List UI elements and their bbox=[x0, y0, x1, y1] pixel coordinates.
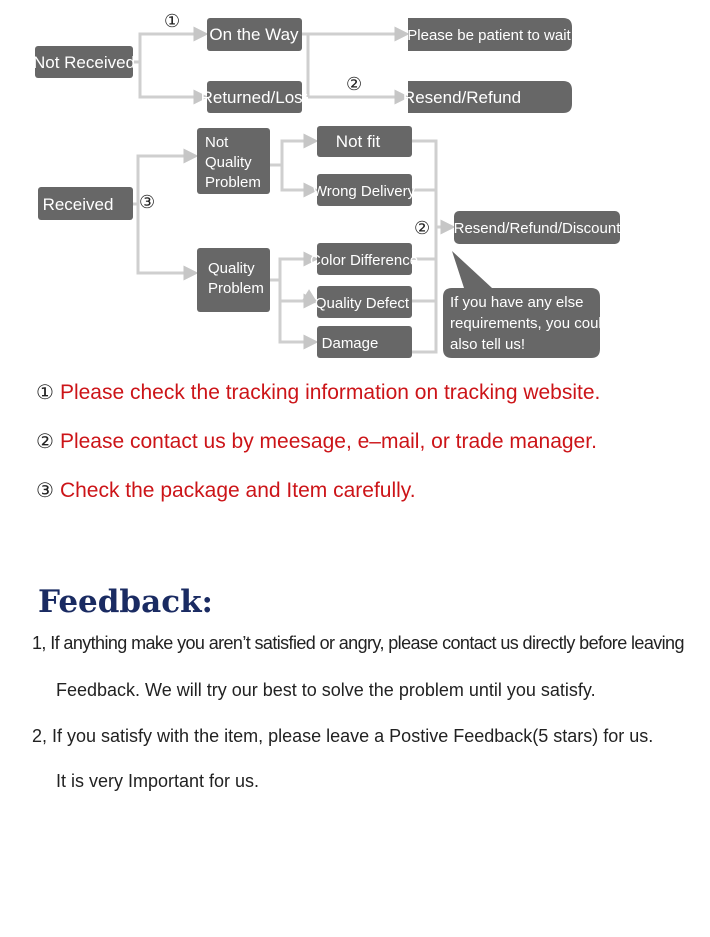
callout-line-1: If you have any else bbox=[450, 294, 584, 311]
node-not-quality-line-2: Quality bbox=[205, 154, 252, 171]
node-returned-lost-label: Returned/Lost bbox=[200, 88, 308, 107]
note-2-text: Please contact us by meesage, e–mail, or trade manager. bbox=[59, 430, 597, 453]
node-on-the-way bbox=[207, 18, 302, 51]
node-not-fit bbox=[317, 126, 412, 157]
callout-line-2: requirements, you could bbox=[450, 315, 611, 332]
feedback-line-4: It is very Important for us. bbox=[56, 771, 260, 791]
note-3 bbox=[36, 478, 416, 503]
node-not-received-label: Not Received bbox=[32, 53, 136, 72]
node-resend-refund bbox=[403, 81, 572, 113]
node-resend-refund-discount-label: Resend/Refund/Discount bbox=[453, 220, 621, 237]
node-color-difference-label: Color Difference bbox=[309, 252, 419, 269]
node-damage-label: Damage bbox=[321, 335, 379, 352]
marker-2-top: ② bbox=[346, 74, 363, 95]
marker-1-top: ① bbox=[164, 11, 181, 32]
node-damage bbox=[317, 326, 412, 358]
node-quality-problem-line-1: Quality bbox=[208, 260, 255, 277]
node-not-quality-line-1: Not bbox=[205, 134, 229, 151]
node-received bbox=[38, 187, 133, 220]
node-returned-lost bbox=[201, 81, 308, 113]
node-quality-defect-label: Quality Defect bbox=[314, 295, 410, 312]
node-resend-refund-label: Resend/Refund bbox=[402, 88, 522, 107]
node-quality-problem-line-2: Problem bbox=[208, 280, 264, 297]
node-wrong-delivery-label: Wrong Delivery bbox=[312, 183, 416, 200]
note-2-number: ② bbox=[36, 429, 54, 453]
node-not-quality-problem bbox=[197, 128, 270, 194]
callout-bubble bbox=[443, 251, 610, 358]
node-not-received bbox=[33, 46, 135, 78]
note-3-number: ③ bbox=[36, 478, 54, 502]
note-1-text: Please check the tracking information on tracking website. bbox=[59, 381, 601, 404]
node-color-difference bbox=[310, 243, 418, 275]
marker-2-bottom: ② bbox=[414, 218, 431, 239]
node-quality-problem bbox=[197, 248, 270, 312]
node-please-wait-label: Please be patient to wait bbox=[407, 27, 571, 44]
feedback-line-3: 2, If you satisfy with the item, please leave a Postive Feedback(5 stars) for us. bbox=[32, 726, 654, 746]
node-wrong-delivery bbox=[313, 174, 416, 206]
note-1 bbox=[36, 380, 600, 405]
node-quality-defect bbox=[315, 286, 412, 318]
feedback-line-1: 1, If anything make you aren’t satisfied or angry, please contact us directly before leaving bbox=[32, 633, 684, 653]
feedback-line-2: Feedback. We will try our best to solve the problem until you satisfy. bbox=[56, 680, 596, 700]
note-1-number: ① bbox=[36, 380, 54, 404]
node-not-fit-label: Not fit bbox=[335, 132, 381, 151]
callout-line-3: also tell us! bbox=[450, 336, 526, 353]
feedback-title: Feedback: bbox=[38, 584, 213, 620]
node-received-label: Received bbox=[42, 195, 114, 214]
marker-3: ③ bbox=[139, 192, 156, 213]
note-2 bbox=[36, 429, 597, 454]
node-on-the-way-label: On the Way bbox=[209, 25, 299, 44]
node-not-quality-line-3: Problem bbox=[205, 174, 261, 191]
node-please-wait bbox=[407, 18, 572, 51]
node-resend-refund-discount bbox=[454, 211, 622, 244]
flowchart bbox=[0, 0, 710, 365]
note-3-text: Check the package and Item carefully. bbox=[59, 479, 416, 502]
